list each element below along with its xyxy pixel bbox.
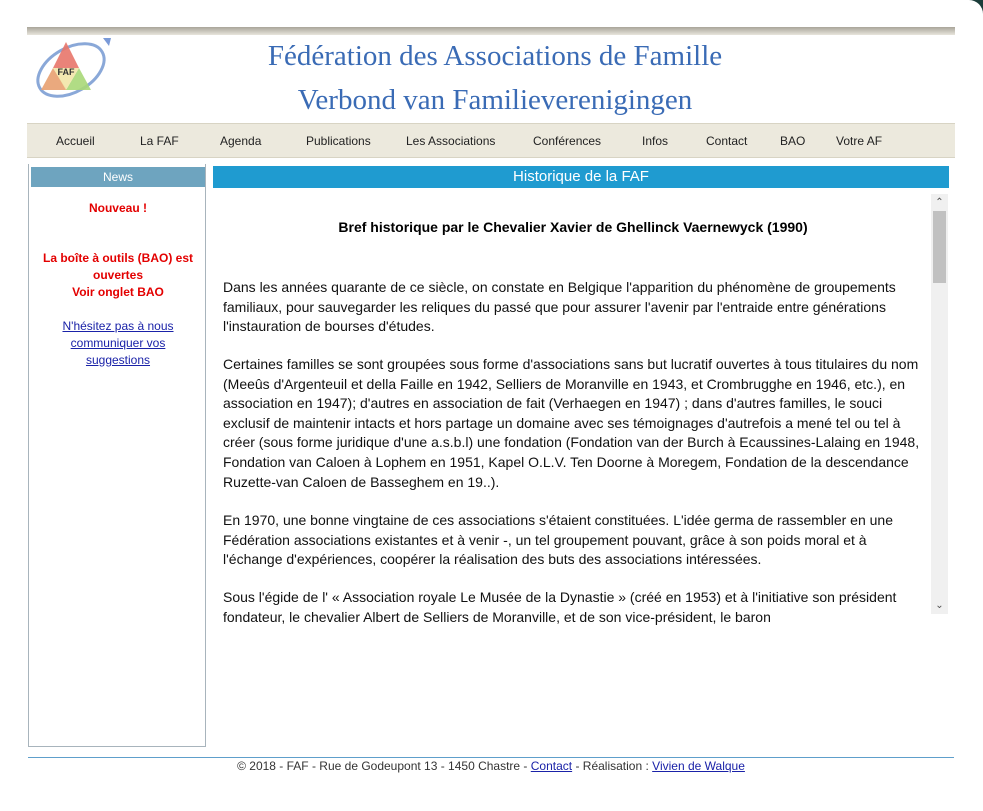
nav-item-votre-af[interactable]: Votre AF xyxy=(836,134,883,148)
nav-item-bao[interactable]: BAO xyxy=(780,134,806,148)
site-title-fr: Fédération des Associations de Famille xyxy=(267,40,723,72)
news-bao-hint: Voir onglet BAO xyxy=(72,285,164,299)
footer-separator: - Réalisation : xyxy=(572,759,653,773)
content-scrollbar[interactable] xyxy=(931,194,948,614)
nav-item-accueil[interactable]: Accueil xyxy=(56,134,95,148)
scroll-down-arrow-icon[interactable]: ⌄ xyxy=(935,600,944,611)
news-sidebar xyxy=(28,164,206,747)
article-content[interactable] xyxy=(213,194,949,625)
scroll-up-arrow-icon[interactable]: ⌃ xyxy=(935,197,944,208)
footer xyxy=(28,759,954,773)
nav-item-conferences[interactable]: Conférences xyxy=(533,134,602,148)
nav-item-la-faf[interactable]: La FAF xyxy=(140,134,179,148)
logo-text: FAF xyxy=(57,67,75,77)
suggestions-link[interactable]: N'hésitez pas à nous communiquer vos suggestions xyxy=(62,319,174,367)
article-paragraph: Sous l'égide de l' « Association royale Le Musée de la Dynastie » (créé en 1953) et à l'initiative son président fondateur, le chevalier Albert de Selliers de Moranville, et de son vice-président, le baron xyxy=(223,589,897,625)
nav-item-infos[interactable]: Infos xyxy=(642,134,669,148)
footer-copyright: © 2018 - FAF - Rue de Godeupont 13 - 1450 Chastre - xyxy=(237,759,531,773)
top-decorative-bar xyxy=(27,27,955,35)
footer-contact-link[interactable]: Contact xyxy=(530,759,573,773)
article-paragraph: En 1970, une bonne vingtaine de ces associations s'étaient constituées. L'idée germa de rassembler en une Fédération associations existantes et à venir -, un tel groupement pouvant, grâce à son poids moral et à l'échange d'expériences, coopérer la réalisation des buts des associations intéressées. xyxy=(223,512,894,568)
nav-item-agenda[interactable]: Agenda xyxy=(220,134,262,148)
nav-item-publications[interactable]: Publications xyxy=(306,134,371,148)
article-paragraph: Certaines familles se sont groupées sous forme d'associations sans but lucratif ouvertes à tous titulaires du nom (Meeûs d'Argenteuil et della Faille en 1942, Selliers de Moranville en 1943, et Crombrugghe en 1946, etc.), en association en 1947); d'autres en association de fait (Verhaegen en 1947) ; dans d'autres familles, le souci exclusif de maintenir intacts et hors partage un domaine avec ses témoignages d'autrefois a mené tel ou tel à créer (sous forme juridique d'une a.s.b.l) une fondation (Fondation van der Burch à Ecaussines-Lalaing en 1948, Fondation van Caloen à Lophem en 1951, Kapel O.L.V. Ten Doorne à Moregem, Fondation de la descendance Ruzette-van Caloen de Basseghem en 19..). xyxy=(223,356,920,490)
section-title: Historique de la FAF xyxy=(213,166,949,188)
news-new-label: Nouveau ! xyxy=(88,201,147,215)
nav-item-les-associations[interactable]: Les Associations xyxy=(406,134,496,148)
main-navigation xyxy=(27,123,955,158)
news-bao-announcement: La boîte à outils (BAO) est ouvertes xyxy=(42,251,193,282)
faf-logo[interactable] xyxy=(33,36,113,102)
nav-item-contact[interactable]: Contact xyxy=(706,134,748,148)
footer-divider xyxy=(28,757,954,758)
footer-author-link[interactable]: Vivien de Walque xyxy=(652,759,745,773)
site-title-nl: Verbond van Familieverenigingen xyxy=(297,84,693,116)
article-paragraph: Dans les années quarante de ce siècle, on constate en Belgique l'apparition du phénomène de groupements familiaux, pour sauvegarder les reliques du passé que pour assurer l'avenir par l'entraide entre générations l'instauration de bourses d'études. xyxy=(223,279,896,335)
news-header: News xyxy=(31,167,205,187)
article-title: Bref historique par le Chevalier Xavier de Ghellinck Vaernewyck (1990) xyxy=(338,219,808,235)
scroll-thumb[interactable] xyxy=(933,211,946,283)
